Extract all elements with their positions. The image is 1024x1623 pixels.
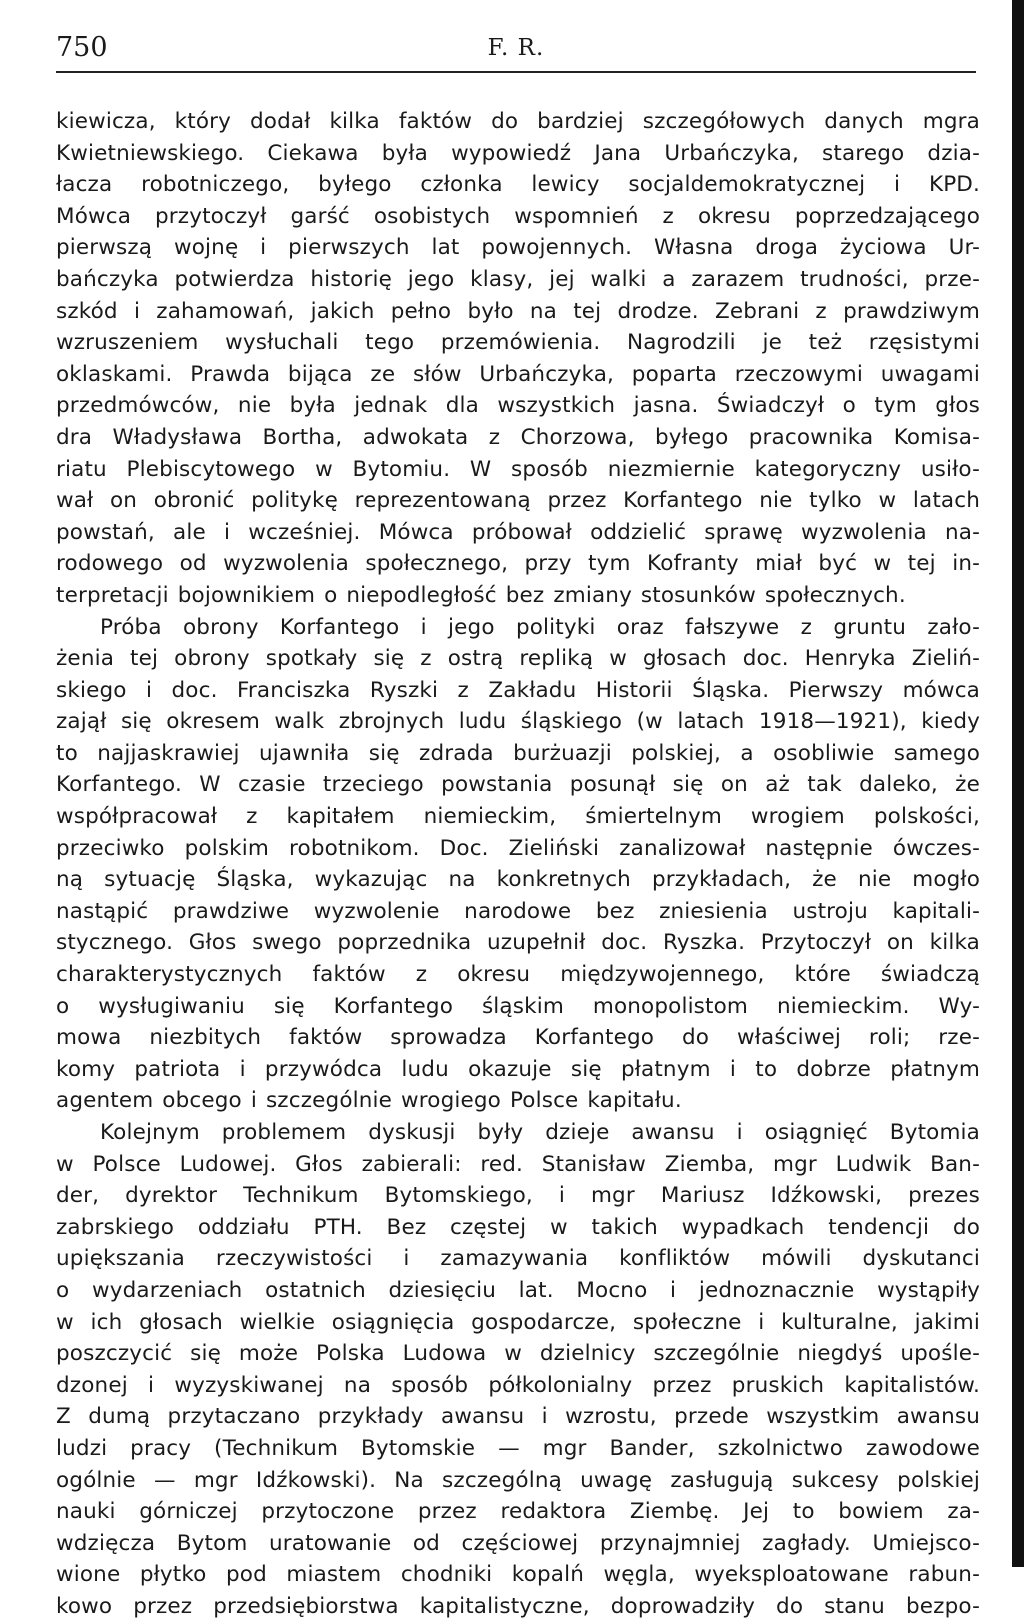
text-line: Mówca przytoczył garść osobistych wspomnień z okresu poprzedzającego (56, 203, 980, 229)
text-line: Kolejnym problemem dyskusji były dzieje awansu i osiągnięć Bytomia (100, 1120, 980, 1145)
text-line: dra Władysława Borthа, adwokata z Chorzowa, byłego pracownika Komisa- (56, 424, 980, 450)
text-line: ludzi pracy (Technikum Bytomskie — mgr Bander, szkolnictwo zawodowe (56, 1435, 980, 1461)
text-line: poszczycić się może Polska Ludowa w dzielnicy szczególnie niegdyś upośle- (56, 1341, 980, 1367)
page-header (56, 30, 976, 70)
text-line: oklaskami. Prawda bijąca ze słów Urbańczyka, poparta rzeczowymi uwagami (56, 361, 980, 387)
paragraph (56, 1117, 980, 1623)
page-edge-shadow (1012, 0, 1024, 1567)
text-line: współpracował z kapitałem niemieckim, śmiertelnym wrogiem polskości, (56, 804, 980, 830)
paragraph (56, 106, 980, 612)
text-line: wione płytko pod miastem chodniki kopalń węgla, wyeksploatowane rabun- (56, 1562, 980, 1588)
text-line: nastąpić prawdziwe wyzwolenie narodowe bez zniesienia ustroju kapitali- (56, 898, 980, 924)
text-line: skiego i doc. Franciszka Ryszki z Zakładu Historii Śląska. Pierwszy mówca (56, 677, 980, 703)
text-line: Kwietniewskiego. Ciekawa była wypowiedź Jana Urbańczyka, starego dzia- (56, 140, 980, 166)
text-line: stycznego. Głos swego poprzednika uzupełnił doc. Ryszka. Przytoczył on kilka (56, 930, 980, 956)
text-line: w Polsce Ludowej. Głos zabierali: red. Stanisław Ziemba, mgr Ludwik Ban- (56, 1151, 980, 1177)
text-line: zajął się okresem walk zbrojnych ludu śląskiego (w latach 1918—1921), kiedy (56, 709, 980, 735)
text-line: Z dumą przytaczano przykłady awansu i wzrostu, przede wszystkim awansu (56, 1404, 980, 1430)
text-line: bańczyka potwierdza historię jego klasy, jej walki a zarazem trudności, prze- (56, 266, 980, 292)
text-line: szkód i zahamowań, jakich pełno było na tej drodze. Zebrani z prawdziwym (56, 298, 980, 324)
text-line: riatu Plebiscytowego w Bytomiu. W sposób niezmiernie kategoryczny usiło- (56, 456, 980, 482)
text-line: charakterystycznych faktów z okresu międzywojennego, które świadczą (56, 962, 980, 988)
header-rule (56, 71, 976, 73)
text-line: rodowego od wyzwolenia społecznego, przy tym Kofranty miał być w tej in- (56, 551, 980, 577)
text-line: wał on obronić politykę reprezentowaną przez Korfantego nie tylko w latach (56, 488, 980, 514)
text-line: terpretacji bojownikiem o niepodległość bez zmiany stosunków społecznych. (56, 582, 906, 608)
text-line: zabrskiego oddziału PTH. Bez częstej w takich wypadkach tendencji do (56, 1214, 980, 1240)
text-line: upiększania rzeczywistości i zamazywania konfliktów mówili dyskutanci (56, 1246, 980, 1272)
text-line: żenia tej obrony spotkały się z ostrą repliką w głosach doc. Henryka Zieliń- (56, 646, 980, 672)
text-line: dzonej i wyzyskiwanej na sposób półkolonialny przez pruskich kapitalistów. (56, 1372, 980, 1398)
paragraph (56, 612, 980, 1118)
text-line: nauki górniczej przytoczone przez redaktora Ziembę. Jej to bowiem za- (56, 1499, 980, 1525)
text-line: agentem obcego i szczególnie wrogiego Polsce kapitału. (56, 1088, 682, 1114)
text-line: o wydarzeniach ostatnich dziesięciu lat. Mocno i jednoznacznie wystąpiły (56, 1277, 980, 1303)
body-text (56, 106, 980, 1623)
text-line: ną sytuację Śląska, wykazując na konkretnych przykładach, że nie mogło (56, 867, 980, 893)
page-number: 750 (56, 32, 108, 63)
text-line: pierwszą wojnę i pierwszych lat powojennych. Własna droga życiowa Ur- (56, 235, 980, 261)
running-head: F. R. (487, 35, 545, 61)
text-line: powstań, ale i wcześniej. Mówca próbował oddzielić sprawę wyzwolenia na- (56, 519, 980, 545)
text-line: der, dyrektor Technikum Bytomskiego, i mgr Mariusz Idźkowski, prezes (56, 1183, 980, 1209)
text-line: łacza robotniczego, byłego członka lewicy socjaldemokratycznej i KPD. (56, 172, 980, 198)
text-line: przeciwko polskim robotnikom. Doc. Zieliński zanalizował następnie ówczes- (56, 835, 980, 861)
text-line: ogólnie — mgr Idźkowski). Na szczególną uwagę zasługują sukcesy polskiej (56, 1467, 980, 1493)
text-line: Próba obrony Korfantego i jego polityki oraz fałszywe z gruntu zało- (100, 614, 980, 640)
text-line: mowa niezbitych faktów sprowadza Korfantego do właściwej roli; rze- (56, 1025, 980, 1051)
text-line: to najjaskrawiej ujawniła się zdrada burżuazji polskiej, a osobliwie samego (56, 740, 980, 766)
text-line: wzruszeniem wysłuchali tego przemówienia. Nagrodzili je też rzęsistymi (56, 330, 980, 356)
text-line: w ich głosach wielkie osiągnięcia gospodarcze, społeczne i kulturalne, jakimi (56, 1309, 980, 1335)
text-line: o wysługiwaniu się Korfantego śląskim monopolistom niemieckim. Wy- (56, 993, 980, 1019)
text-line: komy patriota i przywódca ludu okazuje się płatnym i to dobrze płatnym (56, 1056, 980, 1082)
text-line: Korfantego. W czasie trzeciego powstania posunął się on aż tak daleko, że (56, 772, 980, 798)
text-line: przedmówców, nie była jednak dla wszystkich jasna. Świadczył o tym głos (56, 393, 980, 419)
text-line: wdzięcza Bytom uratowanie od częściowej przynajmniej zagłady. Umiejsco- (56, 1530, 980, 1556)
text-line: kiewicza, który dodał kilka faktów do bardziej szczegółowych danych mgra (56, 109, 980, 134)
text-line: kowo przez przedsiębiorstwa kapitalistyczne, doprowadziły do stanu bezpo- (56, 1593, 980, 1619)
